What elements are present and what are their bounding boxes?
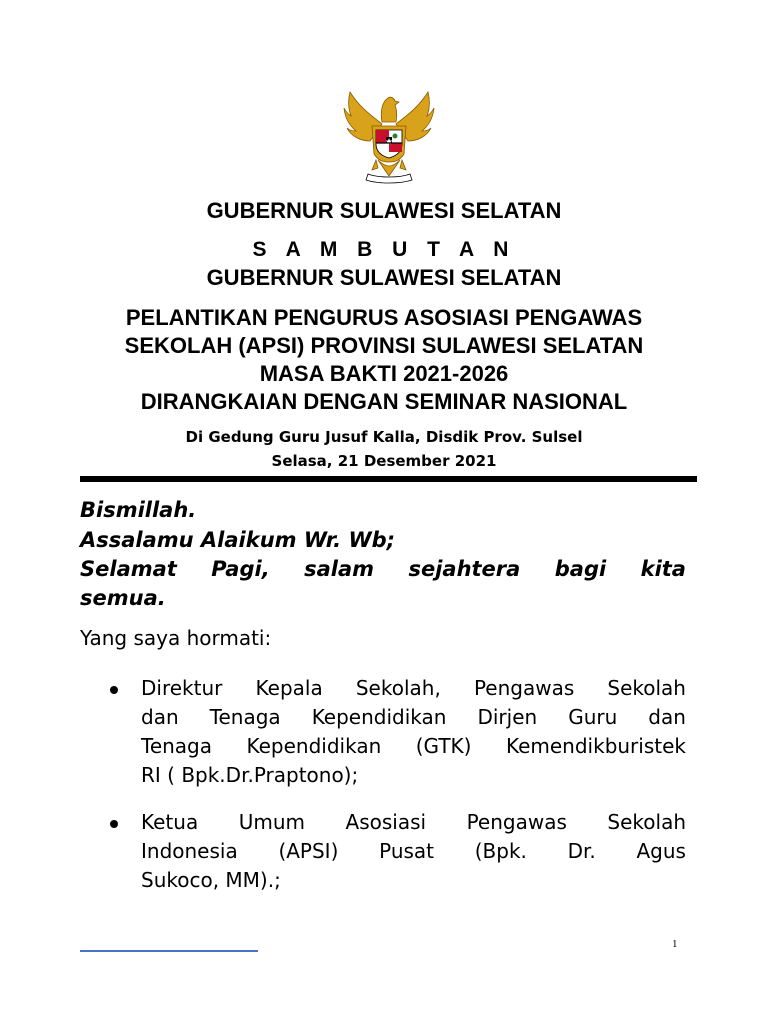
word: Kependidikan xyxy=(311,705,447,729)
word: Pengawas xyxy=(473,676,575,700)
bullet-line: Sukoco, MM).; xyxy=(141,868,281,892)
header-sambutan: S A M B U T A N xyxy=(252,238,516,261)
word: Tenaga xyxy=(141,734,213,758)
intro-text: Yang saya hormati: xyxy=(80,626,272,650)
word: (APSI) xyxy=(278,839,339,863)
bullet-line: RI ( Bpk.Dr.Praptono); xyxy=(141,763,359,787)
footnote-separator xyxy=(80,950,258,952)
word: Dirjen xyxy=(477,705,538,729)
word: Indonesia xyxy=(141,839,238,863)
word: Direktur xyxy=(141,676,223,700)
bullet-line xyxy=(141,810,686,834)
bullet-line xyxy=(141,839,686,863)
bullet-line xyxy=(141,676,686,700)
event-date: Selasa, 21 Desember 2021 xyxy=(271,452,497,470)
greeting-line: Assalamu Alaikum Wr. Wb; xyxy=(80,528,396,552)
word: Dr. xyxy=(567,839,596,863)
word: Kepala xyxy=(255,676,323,700)
word: Kemendikburistek xyxy=(505,734,686,758)
event-title-line: MASA BAKTI 2021-2026 xyxy=(259,361,509,386)
greeting-word: bagi xyxy=(554,557,607,581)
word: Pusat xyxy=(379,839,435,863)
word: dan xyxy=(141,705,179,729)
bullet-line xyxy=(141,734,686,758)
word: Sekolah xyxy=(607,676,686,700)
word: Kependidikan xyxy=(246,734,382,758)
word: Asosiasi xyxy=(345,810,427,834)
bullet-icon xyxy=(110,820,118,828)
word: Ketua xyxy=(141,810,199,834)
word: Sekolah, xyxy=(355,676,441,700)
event-venue: Di Gedung Guru Jusuf Kalla, Disdik Prov. Sulsel xyxy=(185,428,583,446)
greeting-line: Bismillah. xyxy=(80,498,197,522)
word: Agus xyxy=(636,839,686,863)
event-title-line: DIRANGKAIAN DENGAN SEMINAR NASIONAL xyxy=(140,389,628,414)
greeting-line: semua. xyxy=(80,586,166,610)
event-title-line: SEKOLAH (APSI) PROVINSI SULAWESI SELATAN xyxy=(124,333,644,358)
word: Guru xyxy=(568,705,618,729)
page-number: 1 xyxy=(672,938,678,950)
greeting-word: salam xyxy=(304,557,375,581)
word: Umum xyxy=(238,810,305,834)
garuda-emblem-icon xyxy=(342,86,436,186)
greeting-word: sejahtera xyxy=(408,557,521,581)
bullet-line xyxy=(141,705,686,729)
header-divider xyxy=(80,476,697,482)
word: Tenaga xyxy=(209,705,281,729)
header-title: GUBERNUR SULAWESI SELATAN xyxy=(206,198,562,223)
greeting-word: Pagi, xyxy=(211,557,270,581)
event-title-line: PELANTIKAN PENGURUS ASOSIASI PENGAWAS xyxy=(125,305,643,330)
word: Sekolah xyxy=(607,810,686,834)
word: (Bpk. xyxy=(474,839,527,863)
event-title xyxy=(0,304,768,416)
greeting-word: kita xyxy=(640,557,686,581)
greeting-word: Selamat xyxy=(80,557,177,581)
bullet-icon xyxy=(110,686,118,694)
header-subtitle: GUBERNUR SULAWESI SELATAN xyxy=(206,265,562,290)
word: (GTK) xyxy=(415,734,472,758)
word: Pengawas xyxy=(466,810,567,834)
word: dan xyxy=(648,705,686,729)
greeting-line xyxy=(80,557,686,581)
